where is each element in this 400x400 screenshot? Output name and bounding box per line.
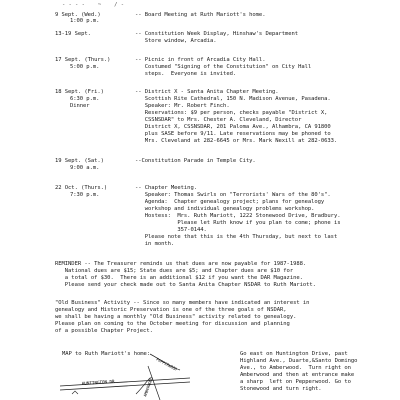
reminder-line: a total of $30. There is an additional $12 if you want the DAR Magazine. (55, 275, 303, 281)
event-date-line: 17 Sept. (Thurs.) (55, 57, 111, 63)
event-desc-line: Store window, Arcadia. (135, 38, 217, 44)
event-desc-line: Agenda: Chapter genealogy project; plans for genealogy (135, 199, 325, 205)
event-desc-line: plus SASE before 9/11. Late reservations may be phoned to (135, 131, 331, 137)
old-business-line: genealogy and Historic Preservation is one of the three goals of NSDAR, (55, 307, 287, 313)
event-date-line: 5:00 p.m. (70, 64, 100, 70)
reminder-line: REMINDER -- The Treasurer reminds us that dues are now payable for 1987-1988. (55, 261, 307, 267)
directions-line: Ave., to Amberwood. Turn right on (240, 365, 351, 371)
event-date-line: 9:00 a.m. (70, 165, 100, 171)
map-road-line (60, 378, 190, 386)
old-business-line: "Old Business" Activity -- Since so many members have indicated an interest in (55, 300, 310, 306)
event-desc-line: -- Picnic in front of Arcadia City Hall. (135, 57, 266, 63)
event-date-line: 13-19 Sept. (55, 31, 91, 37)
event-desc-line: -- Chapter Meeting. (135, 185, 197, 191)
event-date-line: 1:00 p.m. (70, 18, 100, 24)
old-business-line: of a possible Chapter Project. (55, 328, 153, 334)
event-desc-line: Costumed "Signing of the Constitution" on City Hall (135, 64, 312, 70)
directions-line: Highland Ave., Duarte,&Santo Domingo (240, 358, 358, 364)
event-desc-line: -- Board Meeting at Ruth Mariott's home. (135, 12, 266, 18)
event-desc-line: Hostess: Mrs. Ruth Mariott, 1222 Stonewood Drive, Bradbury. (135, 213, 341, 219)
event-desc-line: Speaker: Mr. Robert Finch. (135, 103, 230, 109)
event-desc-line: steps. Everyone is invited. (135, 71, 237, 77)
old-business-line: Please plan on coming to the October meeting for discussion and planning (55, 321, 290, 327)
event-date-line: 18 Sept. (Fri.) (55, 89, 104, 95)
event-date-line: Dinner (70, 103, 90, 109)
map-arrow-icon (72, 391, 78, 394)
event-date-line: 6:30 p.m. (70, 96, 100, 102)
directions-line: a sharp left on Pepperwood. Go to (240, 379, 351, 385)
map-sketch (50, 348, 190, 400)
map-title: MAP to Ruth Mariott's home: (62, 351, 151, 357)
directions-line: Stonewood and turn right. (240, 386, 322, 392)
event-desc-line: Scottish Rite Cathedral, 150 N. Madison Avenue, Pasadena. (135, 96, 331, 102)
map-road-line (60, 382, 190, 390)
directions-line: Amberwood and then at entrance make (240, 372, 355, 378)
reminder-line: National dues are $15; State dues are $5; and Chapter dues are $10 for (55, 268, 294, 274)
event-desc-line: in month. (135, 241, 175, 247)
event-desc-line: Speaker: Thomas Swirls on "Terrorists' Wars of the 80's". (135, 192, 331, 198)
event-desc-line: CSSNSDAR" to Mrs. Chester A. Cleveland, Director (135, 117, 302, 123)
map-label-street: HUNTINGTON DR (81, 378, 115, 386)
event-desc-line: 357-0144. (135, 227, 207, 233)
event-desc-line: workshop and individual genealogy problems workshop. (135, 206, 315, 212)
directions-line: Go east on Huntington Drive, past (240, 351, 348, 357)
map-label-street: PEPPERWOOD (155, 356, 179, 372)
event-desc-line: Reservations: $9 per person, checks payable "District X, (135, 110, 328, 116)
event-desc-line: District X, CSSNSDAR, 201 Paloma Ave., Alhambra, CA 91800 (135, 124, 331, 130)
event-desc-line: -- District X - Santa Anita Chapter Meeting. (135, 89, 279, 95)
old-business-line: we shall be having a monthly "Old Business" activity related to genealogy. (55, 314, 297, 320)
reminder-line: Please send your check made out to Santa Anita Chapter NSDAR to Ruth Mariott. (55, 282, 316, 288)
event-date-line: 19 Sept. (Sat.) (55, 158, 104, 164)
top-fragment: - - - - ~ / - (62, 2, 124, 8)
event-desc-line: --Constitution Parade in Temple City. (135, 158, 256, 164)
event-desc-line: Please note that this is the 4th Thursday, but next to last (135, 234, 338, 240)
event-date-line: 7:30 p.m. (70, 192, 100, 198)
event-desc-line: Mrs. Cleveland at 282-6645 or Mrs. Mark Nexill at 282-0633. (135, 138, 338, 144)
event-desc-line: -- Constitution Week Display, Hinshaw's Department (135, 31, 299, 37)
event-date-line: 9 Sept. (Wed.) (55, 12, 101, 18)
event-date-line: 22 Oct. (Thurs.) (55, 185, 108, 191)
event-desc-line: Please let Ruth know if you plan to come; phone is (135, 220, 341, 226)
map-label-street: AMBERWOOD (142, 376, 154, 398)
